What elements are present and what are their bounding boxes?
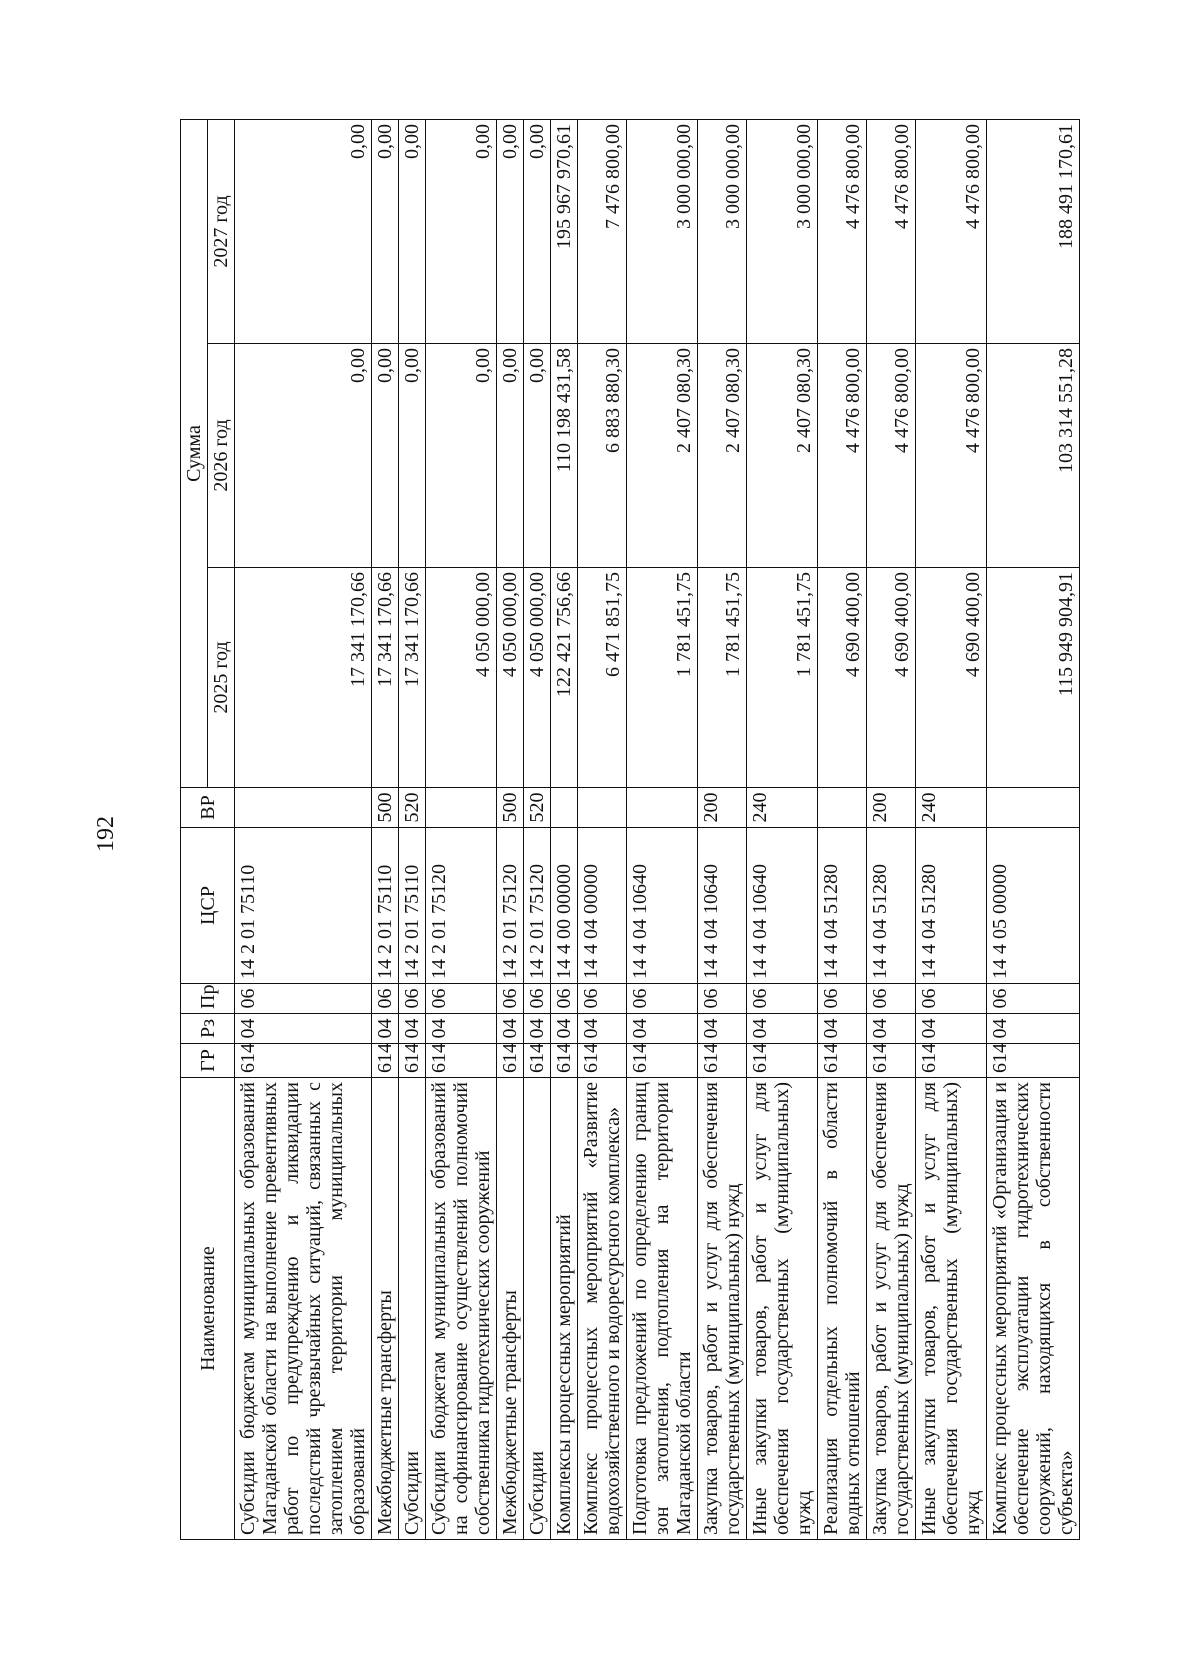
cell-2027: 4 476 800,00 bbox=[916, 119, 987, 343]
cell-rz: 04 bbox=[867, 1014, 916, 1044]
table-row bbox=[235, 119, 372, 1539]
cell-pr: 06 bbox=[235, 984, 372, 1014]
cell-2026: 110 198 431,58 bbox=[551, 344, 578, 568]
cell-2026: 2 407 080,30 bbox=[698, 344, 747, 568]
table-row bbox=[578, 119, 627, 1539]
cell-csr: 14 4 04 51280 bbox=[818, 828, 867, 984]
cell-gr: 614 bbox=[551, 1044, 578, 1078]
cell-2025: 17 341 170,66 bbox=[235, 568, 372, 788]
header-sum: Сумма bbox=[181, 119, 208, 787]
cell-2025: 115 949 904,91 bbox=[987, 568, 1080, 788]
cell-gr: 614 bbox=[818, 1044, 867, 1078]
cell-vr: 520 bbox=[524, 788, 551, 828]
cell-2026: 0,00 bbox=[399, 344, 426, 568]
cell-pr: 06 bbox=[818, 984, 867, 1014]
cell-csr: 14 4 05 00000 bbox=[987, 828, 1080, 984]
table-row bbox=[551, 119, 578, 1539]
header-rz: Рз bbox=[181, 1014, 235, 1044]
cell-gr: 614 bbox=[867, 1044, 916, 1078]
cell-rz: 04 bbox=[372, 1014, 399, 1044]
cell-2026: 0,00 bbox=[426, 344, 497, 568]
cell-2027: 0,00 bbox=[399, 119, 426, 343]
cell-2026: 4 476 800,00 bbox=[867, 344, 916, 568]
cell-2025: 6 471 851,75 bbox=[578, 568, 627, 788]
cell-rz: 04 bbox=[627, 1014, 698, 1044]
cell-2026: 2 407 080,30 bbox=[627, 344, 698, 568]
cell-pr: 06 bbox=[987, 984, 1080, 1014]
cell-rz: 04 bbox=[916, 1014, 987, 1044]
budget-table bbox=[180, 119, 1080, 1540]
cell-name: Межбюджетные трансферты bbox=[372, 1078, 399, 1540]
cell-name: Субсидии бюджетам муниципальных образований на софинансирование осуществлений полномочий собственника гидротехнических сооружений bbox=[426, 1078, 497, 1540]
cell-2027: 0,00 bbox=[235, 119, 372, 343]
cell-pr: 06 bbox=[698, 984, 747, 1014]
table-row bbox=[987, 119, 1080, 1539]
cell-2027: 3 000 000,00 bbox=[698, 119, 747, 343]
header-name: Наименование bbox=[181, 1078, 235, 1540]
table-row bbox=[818, 119, 867, 1539]
cell-2026: 0,00 bbox=[524, 344, 551, 568]
cell-pr: 06 bbox=[497, 984, 524, 1014]
cell-vr bbox=[578, 788, 627, 828]
cell-rz: 04 bbox=[497, 1014, 524, 1044]
cell-2025: 4 050 000,00 bbox=[426, 568, 497, 788]
cell-2025: 4 690 400,00 bbox=[867, 568, 916, 788]
cell-name: Субсидии бюджетам муниципальных образований Магаданской области на выполнение превентивных работ по предупреждению и ликвидации последствий чрезвычайных ситуаций, связанных с затоплением территории муниципальных образований bbox=[235, 1078, 372, 1540]
cell-2027: 0,00 bbox=[497, 119, 524, 343]
table-row bbox=[372, 119, 399, 1539]
cell-name: Комплекс процессных мероприятий «Организация и обеспечение эксплуатации гидротехнических сооружений, находящихся в собственности субъекта» bbox=[987, 1078, 1080, 1540]
cell-pr: 06 bbox=[399, 984, 426, 1014]
cell-2025: 4 690 400,00 bbox=[818, 568, 867, 788]
cell-rz: 04 bbox=[399, 1014, 426, 1044]
cell-name: Субсидии bbox=[399, 1078, 426, 1540]
cell-2025: 4 690 400,00 bbox=[916, 568, 987, 788]
header-2026: 2026 год bbox=[208, 344, 235, 568]
cell-name: Комплексы процессных мероприятий bbox=[551, 1078, 578, 1540]
cell-2027: 3 000 000,00 bbox=[627, 119, 698, 343]
cell-2025: 1 781 451,75 bbox=[698, 568, 747, 788]
cell-2025: 4 050 000,00 bbox=[524, 568, 551, 788]
cell-2026: 0,00 bbox=[372, 344, 399, 568]
cell-rz: 04 bbox=[524, 1014, 551, 1044]
cell-csr: 14 2 01 75120 bbox=[497, 828, 524, 984]
cell-csr: 14 4 04 10640 bbox=[627, 828, 698, 984]
cell-name: Межбюджетные трансферты bbox=[497, 1078, 524, 1540]
cell-2027: 0,00 bbox=[426, 119, 497, 343]
cell-gr: 614 bbox=[627, 1044, 698, 1078]
table-row bbox=[867, 119, 916, 1539]
cell-2027: 195 967 970,61 bbox=[551, 119, 578, 343]
cell-rz: 04 bbox=[551, 1014, 578, 1044]
cell-gr: 614 bbox=[426, 1044, 497, 1078]
cell-pr: 06 bbox=[551, 984, 578, 1014]
cell-2027: 188 491 170,61 bbox=[987, 119, 1080, 343]
cell-rz: 04 bbox=[987, 1014, 1080, 1044]
cell-vr: 240 bbox=[747, 788, 818, 828]
cell-csr: 14 2 01 75110 bbox=[372, 828, 399, 984]
cell-2026: 2 407 080,30 bbox=[747, 344, 818, 568]
cell-name: Субсидии bbox=[524, 1078, 551, 1540]
page-number: 192 bbox=[93, 816, 119, 852]
header-2027: 2027 год bbox=[208, 119, 235, 343]
cell-gr: 614 bbox=[235, 1044, 372, 1078]
cell-gr: 614 bbox=[578, 1044, 627, 1078]
cell-gr: 614 bbox=[987, 1044, 1080, 1078]
cell-csr: 14 4 00 00000 bbox=[551, 828, 578, 984]
cell-name: Закупка товаров, работ и услуг для обеспечения государственных (муниципальных) нужд bbox=[867, 1078, 916, 1540]
cell-2026: 0,00 bbox=[235, 344, 372, 568]
cell-gr: 614 bbox=[497, 1044, 524, 1078]
cell-gr: 614 bbox=[372, 1044, 399, 1078]
cell-vr bbox=[627, 788, 698, 828]
cell-2027: 0,00 bbox=[372, 119, 399, 343]
cell-pr: 06 bbox=[578, 984, 627, 1014]
rotated-table-container bbox=[180, 120, 1100, 1540]
cell-vr: 200 bbox=[698, 788, 747, 828]
cell-2025: 1 781 451,75 bbox=[627, 568, 698, 788]
cell-vr bbox=[551, 788, 578, 828]
cell-vr bbox=[818, 788, 867, 828]
header-vr: ВР bbox=[181, 788, 235, 828]
cell-2025: 17 341 170,66 bbox=[372, 568, 399, 788]
cell-csr: 14 4 04 10640 bbox=[698, 828, 747, 984]
cell-gr: 614 bbox=[698, 1044, 747, 1078]
cell-name: Иные закупки товаров, работ и услуг для обеспечения государственных (муниципальных) нужд bbox=[916, 1078, 987, 1540]
cell-gr: 614 bbox=[916, 1044, 987, 1078]
cell-csr: 14 4 04 00000 bbox=[578, 828, 627, 984]
cell-gr: 614 bbox=[399, 1044, 426, 1078]
cell-rz: 04 bbox=[426, 1014, 497, 1044]
cell-2027: 0,00 bbox=[524, 119, 551, 343]
cell-gr: 614 bbox=[524, 1044, 551, 1078]
cell-pr: 06 bbox=[524, 984, 551, 1014]
cell-2025: 17 341 170,66 bbox=[399, 568, 426, 788]
cell-name: Подготовка предложений по определению границ зон затопления, подтопления на территории Магаданской области bbox=[627, 1078, 698, 1540]
cell-vr: 520 bbox=[399, 788, 426, 828]
cell-2026: 6 883 880,30 bbox=[578, 344, 627, 568]
cell-pr: 06 bbox=[372, 984, 399, 1014]
cell-csr: 14 2 01 75110 bbox=[399, 828, 426, 984]
header-csr: ЦСР bbox=[181, 828, 235, 984]
cell-name: Реализация отдельных полномочий в области водных отношений bbox=[818, 1078, 867, 1540]
cell-pr: 06 bbox=[916, 984, 987, 1014]
cell-rz: 04 bbox=[235, 1014, 372, 1044]
cell-pr: 06 bbox=[627, 984, 698, 1014]
cell-csr: 14 4 04 51280 bbox=[916, 828, 987, 984]
header-2025: 2025 год bbox=[208, 568, 235, 788]
cell-vr: 200 bbox=[867, 788, 916, 828]
cell-vr: 240 bbox=[916, 788, 987, 828]
cell-2026: 0,00 bbox=[497, 344, 524, 568]
cell-pr: 06 bbox=[747, 984, 818, 1014]
table-row bbox=[747, 119, 818, 1539]
cell-2027: 4 476 800,00 bbox=[818, 119, 867, 343]
table-row bbox=[399, 119, 426, 1539]
cell-2026: 103 314 551,28 bbox=[987, 344, 1080, 568]
cell-2026: 4 476 800,00 bbox=[916, 344, 987, 568]
table-row bbox=[698, 119, 747, 1539]
header-pr: Пр bbox=[181, 984, 235, 1014]
cell-2025: 4 050 000,00 bbox=[497, 568, 524, 788]
cell-name: Иные закупки товаров, работ и услуг для обеспечения государственных (муниципальных) нужд bbox=[747, 1078, 818, 1540]
cell-pr: 06 bbox=[867, 984, 916, 1014]
cell-2027: 4 476 800,00 bbox=[867, 119, 916, 343]
table-row bbox=[426, 119, 497, 1539]
table-row bbox=[524, 119, 551, 1539]
cell-csr: 14 2 01 75120 bbox=[524, 828, 551, 984]
cell-name: Закупка товаров, работ и услуг для обеспечения государственных (муниципальных) нужд bbox=[698, 1078, 747, 1540]
header-gr: ГР bbox=[181, 1044, 235, 1078]
cell-csr: 14 4 04 51280 bbox=[867, 828, 916, 984]
cell-csr: 14 2 01 75110 bbox=[235, 828, 372, 984]
cell-vr: 500 bbox=[372, 788, 399, 828]
cell-rz: 04 bbox=[747, 1014, 818, 1044]
cell-vr: 500 bbox=[497, 788, 524, 828]
cell-2025: 122 421 756,66 bbox=[551, 568, 578, 788]
cell-vr bbox=[235, 788, 372, 828]
cell-rz: 04 bbox=[818, 1014, 867, 1044]
cell-2026: 4 476 800,00 bbox=[818, 344, 867, 568]
table-row bbox=[627, 119, 698, 1539]
table-row bbox=[916, 119, 987, 1539]
cell-csr: 14 4 04 10640 bbox=[747, 828, 818, 984]
cell-pr: 06 bbox=[426, 984, 497, 1014]
cell-rz: 04 bbox=[698, 1014, 747, 1044]
cell-2027: 7 476 800,00 bbox=[578, 119, 627, 343]
table-row bbox=[497, 119, 524, 1539]
cell-csr: 14 2 01 75120 bbox=[426, 828, 497, 984]
cell-2027: 3 000 000,00 bbox=[747, 119, 818, 343]
cell-vr bbox=[426, 788, 497, 828]
cell-2025: 1 781 451,75 bbox=[747, 568, 818, 788]
cell-vr bbox=[987, 788, 1080, 828]
cell-rz: 04 bbox=[578, 1014, 627, 1044]
cell-name: Комплекс процессных мероприятий «Развитие водохозяйственного и водоресурсного комплекса» bbox=[578, 1078, 627, 1540]
cell-gr: 614 bbox=[747, 1044, 818, 1078]
